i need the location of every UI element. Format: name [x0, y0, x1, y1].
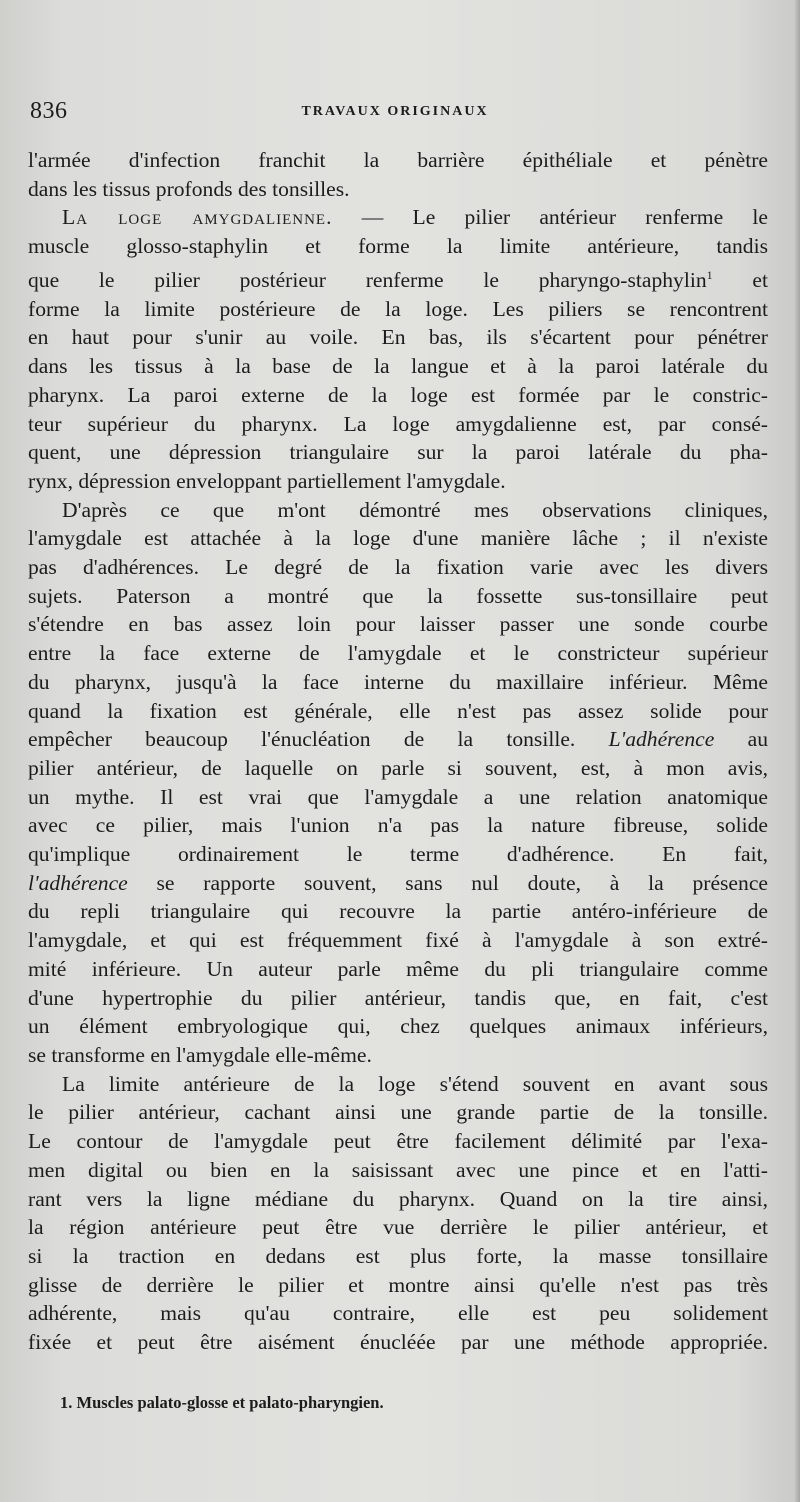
text-line: fixée et peut être aisément énucléée par une méthode appropriée.	[28, 1330, 768, 1355]
text-line: adhérente, mais qu'au contraire, elle est peu solidement	[28, 1301, 768, 1326]
text-line: un élément embryologique qui, chez quelques animaux inférieurs,	[28, 1014, 768, 1039]
scan-shadow	[794, 0, 800, 1502]
text-line: pharynx. La paroi externe de la loge est formée par le constric-	[28, 382, 768, 407]
text-line: le pilier antérieur, cachant ainsi une grande partie de la tonsille.	[28, 1100, 768, 1125]
text-line: mité inférieure. Un auteur parle même du pli triangulaire comme	[28, 956, 768, 981]
text-line: men digital ou bien en la saisissant avec une pince et en l'atti-	[28, 1157, 768, 1182]
text-line: forme la limite postérieure de la loge. Les piliers se rencontrent	[28, 296, 768, 321]
text-line: un mythe. Il est vrai que l'amygdale a une relation anatomique	[28, 784, 768, 809]
page-header	[30, 98, 760, 132]
text-line: pas d'adhérences. Le degré de la fixation varie avec les divers	[28, 555, 768, 580]
text-line: l'amygdale, et qui est fréquemment fixé à l'amygdale à son extré-	[28, 928, 768, 953]
text-line: rant vers la ligne médiane du pharynx. Quand on la tire ainsi,	[28, 1186, 768, 1211]
text-line: qu'implique ordinairement le terme d'adhérence. En fait,	[28, 842, 768, 867]
text-line: l'adhérence se rapporte souvent, sans nul doute, à la présence	[28, 870, 768, 895]
italic-term: l'adhérence	[28, 870, 128, 895]
text-line: avec ce pilier, mais l'union n'a pas la nature fibreuse, solide	[28, 813, 768, 838]
text-line: d'une hypertrophie du pilier antérieur, tandis que, en fait, c'est	[28, 985, 768, 1010]
text-line: rynx, dépression enveloppant partiellement l'amygdale.	[28, 468, 506, 493]
text-line: se transforme en l'amygdale elle-même.	[28, 1042, 372, 1067]
text-line: que le pilier postérieur renferme le pharyngo-staphylin$^1$ et	[28, 267, 768, 292]
section-heading: La loge amygdalienne.	[62, 205, 333, 230]
footnote: 1. Muscles palato-glosse et palato-pharyngien.	[60, 1393, 384, 1412]
text-line: D'après ce que m'ont démontré mes observations cliniques,	[62, 497, 768, 522]
text-line: en haut pour s'unir au voile. En bas, ils s'écartent pour pénétrer	[28, 325, 768, 350]
text-line: du pharynx, jusqu'à la face interne du maxillaire inférieur. Même	[28, 669, 768, 694]
text-line: du repli triangulaire qui recouvre la partie antéro-inférieure de	[28, 899, 768, 924]
text-line: Le contour de l'amygdale peut être facilement délimité par l'exa-	[28, 1129, 768, 1154]
text-line: quand la fixation est générale, elle n'est pas assez solide pour	[28, 698, 768, 723]
text-line: sujets. Paterson a montré que la fossette sus-tonsillaire peut	[28, 583, 768, 608]
text-line: empêcher beaucoup l'énucléation de la tonsille. L'adhérence au	[28, 727, 768, 752]
running-head: TRAVAUX ORIGINAUX	[301, 104, 489, 119]
text-line: la région antérieure peut être vue derrière le pilier antérieur, et	[28, 1215, 768, 1240]
body-text	[28, 146, 768, 1357]
text-line: muscle glosso-staphylin et forme la limite antérieure, tandis	[28, 234, 768, 259]
page-number: 836	[30, 98, 68, 124]
text-line: dans les tissus profonds des tonsilles.	[28, 176, 350, 201]
text-line: pilier antérieur, de laquelle on parle si souvent, est, à mon avis,	[28, 755, 768, 780]
text-line: l'armée d'infection franchit la barrière épithéliale et pénètre	[28, 148, 768, 172]
text-line: entre la face externe de l'amygdale et le constricteur supérieur	[28, 641, 768, 666]
text-line: s'étendre en bas assez loin pour laisser passer une sonde courbe	[28, 612, 768, 637]
text-line: glisse de derrière le pilier et montre ainsi qu'elle n'est pas très	[28, 1272, 768, 1297]
italic-term: L'adhérence	[608, 727, 715, 752]
text-line: dans les tissus à la base de la langue et à la paroi latérale du	[28, 354, 768, 379]
text-line: l'amygdale est attachée à la loge d'une manière lâche ; il n'existe	[28, 526, 768, 551]
text-line: La limite antérieure de la loge s'étend souvent en avant sous	[62, 1071, 768, 1096]
text-line: La loge amygdalienne. — Le pilier antérieur renferme le	[62, 205, 768, 230]
footnote-reference: 1	[706, 267, 713, 282]
text-line: teur supérieur du pharynx. La loge amygdalienne est, par consé-	[28, 411, 768, 436]
text-line: si la traction en dedans est plus forte, la masse tonsillaire	[28, 1243, 768, 1268]
text-line: quent, une dépression triangulaire sur la paroi latérale du pha-	[28, 440, 768, 465]
